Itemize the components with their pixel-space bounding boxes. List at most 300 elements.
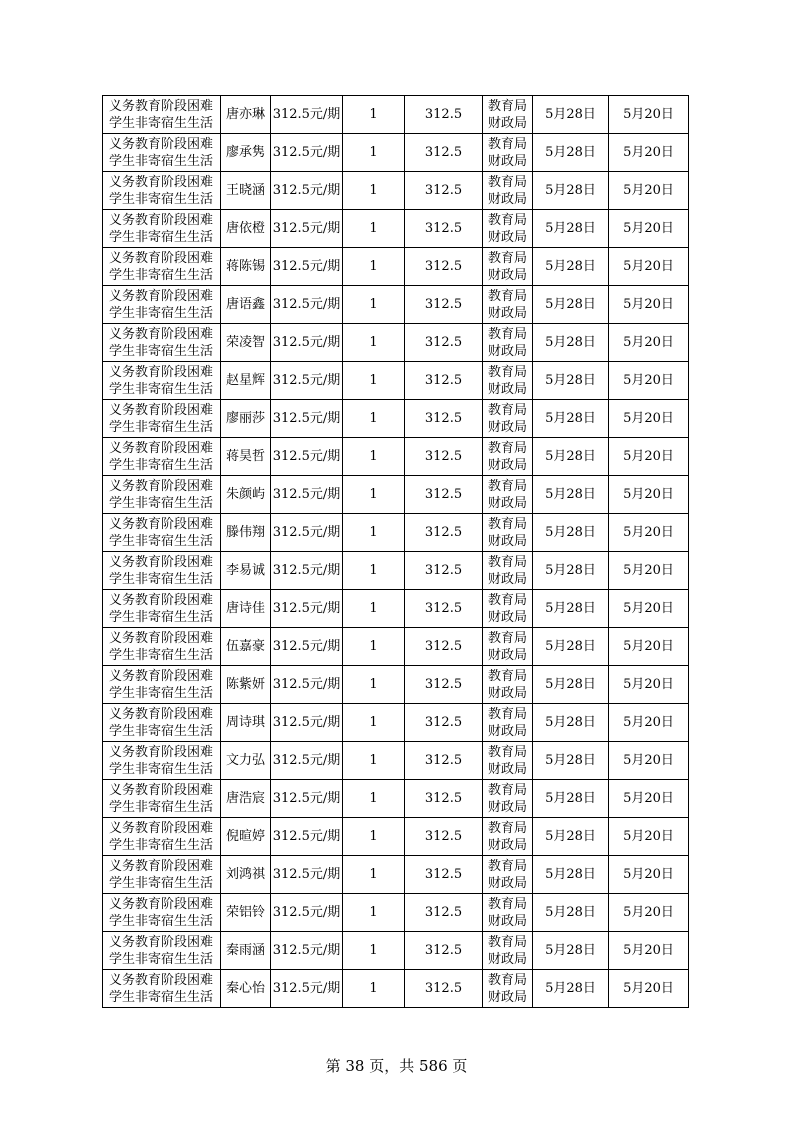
count-cell: 1 bbox=[343, 134, 405, 172]
department-line-1: 教育局 bbox=[487, 592, 527, 608]
date-cell-1: 5月28日 bbox=[533, 780, 609, 818]
project-line-2: 学生非寄宿生生活 bbox=[109, 343, 214, 359]
department-line-1: 教育局 bbox=[487, 98, 527, 114]
student-name-cell: 赵星辉 bbox=[221, 362, 271, 400]
table-row bbox=[103, 172, 689, 210]
project-line-2: 学生非寄宿生生活 bbox=[109, 723, 214, 739]
count-cell: 1 bbox=[343, 438, 405, 476]
count-cell: 1 bbox=[343, 894, 405, 932]
project-line-1: 义务教育阶段困难 bbox=[109, 896, 214, 912]
project-line-1: 义务教育阶段困难 bbox=[109, 288, 214, 304]
department-line-1: 教育局 bbox=[487, 744, 527, 760]
amount-cell: 312.5 bbox=[405, 134, 483, 172]
department-cell bbox=[483, 362, 533, 400]
project-line-1: 义务教育阶段困难 bbox=[109, 744, 214, 760]
table-row bbox=[103, 248, 689, 286]
department-line-2: 财政局 bbox=[487, 305, 527, 321]
project-line-2: 学生非寄宿生生活 bbox=[109, 951, 214, 967]
department-line-2: 财政局 bbox=[487, 913, 527, 929]
department-cell bbox=[483, 666, 533, 704]
project-line-1: 义务教育阶段困难 bbox=[109, 630, 214, 646]
department-line-2: 财政局 bbox=[487, 229, 527, 245]
date-cell-2: 5月20日 bbox=[609, 514, 689, 552]
date-cell-1: 5月28日 bbox=[533, 324, 609, 362]
project-line-1: 义务教育阶段困难 bbox=[109, 440, 214, 456]
date-cell-2: 5月20日 bbox=[609, 476, 689, 514]
date-cell-1: 5月28日 bbox=[533, 210, 609, 248]
department-cell bbox=[483, 514, 533, 552]
standard-cell: 312.5元/期 bbox=[271, 552, 343, 590]
date-cell-1: 5月28日 bbox=[533, 514, 609, 552]
department-cell bbox=[483, 248, 533, 286]
project-line-1: 义务教育阶段困难 bbox=[109, 972, 214, 988]
department-cell bbox=[483, 400, 533, 438]
student-name-cell: 伍嘉豪 bbox=[221, 628, 271, 666]
project-line-1: 义务教育阶段困难 bbox=[109, 326, 214, 342]
project-line-1: 义务教育阶段困难 bbox=[109, 174, 214, 190]
count-cell: 1 bbox=[343, 932, 405, 970]
standard-cell: 312.5元/期 bbox=[271, 970, 343, 1008]
date-cell-2: 5月20日 bbox=[609, 894, 689, 932]
project-cell bbox=[103, 400, 221, 438]
standard-cell: 312.5元/期 bbox=[271, 96, 343, 134]
table-row bbox=[103, 970, 689, 1008]
department-cell bbox=[483, 590, 533, 628]
project-line-2: 学生非寄宿生生活 bbox=[109, 799, 214, 815]
department-cell bbox=[483, 96, 533, 134]
count-cell: 1 bbox=[343, 970, 405, 1008]
student-name-cell: 秦心怡 bbox=[221, 970, 271, 1008]
date-cell-2: 5月20日 bbox=[609, 818, 689, 856]
amount-cell: 312.5 bbox=[405, 628, 483, 666]
date-cell-2: 5月20日 bbox=[609, 362, 689, 400]
student-name-cell: 唐亦琳 bbox=[221, 96, 271, 134]
project-line-1: 义务教育阶段困难 bbox=[109, 554, 214, 570]
count-cell: 1 bbox=[343, 856, 405, 894]
department-line-1: 教育局 bbox=[487, 896, 527, 912]
date-cell-2: 5月20日 bbox=[609, 590, 689, 628]
department-cell bbox=[483, 704, 533, 742]
project-line-2: 学生非寄宿生生活 bbox=[109, 609, 214, 625]
date-cell-1: 5月28日 bbox=[533, 362, 609, 400]
standard-cell: 312.5元/期 bbox=[271, 362, 343, 400]
table-row bbox=[103, 590, 689, 628]
date-cell-2: 5月20日 bbox=[609, 210, 689, 248]
department-line-1: 教育局 bbox=[487, 326, 527, 342]
date-cell-2: 5月20日 bbox=[609, 932, 689, 970]
project-line-1: 义务教育阶段困难 bbox=[109, 592, 214, 608]
amount-cell: 312.5 bbox=[405, 552, 483, 590]
student-name-cell: 陈紫妍 bbox=[221, 666, 271, 704]
date-cell-2: 5月20日 bbox=[609, 666, 689, 704]
date-cell-1: 5月28日 bbox=[533, 894, 609, 932]
standard-cell: 312.5元/期 bbox=[271, 172, 343, 210]
department-cell bbox=[483, 134, 533, 172]
table-row bbox=[103, 476, 689, 514]
project-cell bbox=[103, 286, 221, 324]
amount-cell: 312.5 bbox=[405, 932, 483, 970]
department-line-2: 财政局 bbox=[487, 837, 527, 853]
project-line-1: 义务教育阶段困难 bbox=[109, 516, 214, 532]
department-line-2: 财政局 bbox=[487, 609, 527, 625]
department-line-2: 财政局 bbox=[487, 761, 527, 777]
amount-cell: 312.5 bbox=[405, 400, 483, 438]
department-cell bbox=[483, 894, 533, 932]
department-cell bbox=[483, 286, 533, 324]
table-row bbox=[103, 362, 689, 400]
project-line-2: 学生非寄宿生生活 bbox=[109, 647, 214, 663]
standard-cell: 312.5元/期 bbox=[271, 666, 343, 704]
project-line-1: 义务教育阶段困难 bbox=[109, 402, 214, 418]
project-cell bbox=[103, 856, 221, 894]
amount-cell: 312.5 bbox=[405, 476, 483, 514]
standard-cell: 312.5元/期 bbox=[271, 210, 343, 248]
table-row bbox=[103, 96, 689, 134]
project-line-1: 义务教育阶段困难 bbox=[109, 250, 214, 266]
date-cell-1: 5月28日 bbox=[533, 590, 609, 628]
department-cell bbox=[483, 856, 533, 894]
department-line-2: 财政局 bbox=[487, 723, 527, 739]
standard-cell: 312.5元/期 bbox=[271, 590, 343, 628]
project-line-2: 学生非寄宿生生活 bbox=[109, 267, 214, 283]
project-line-2: 学生非寄宿生生活 bbox=[109, 305, 214, 321]
project-line-2: 学生非寄宿生生活 bbox=[109, 191, 214, 207]
count-cell: 1 bbox=[343, 210, 405, 248]
count-cell: 1 bbox=[343, 286, 405, 324]
project-line-2: 学生非寄宿生生活 bbox=[109, 153, 214, 169]
department-line-1: 教育局 bbox=[487, 858, 527, 874]
table-row bbox=[103, 894, 689, 932]
table-row bbox=[103, 324, 689, 362]
department-line-1: 教育局 bbox=[487, 516, 527, 532]
count-cell: 1 bbox=[343, 324, 405, 362]
count-cell: 1 bbox=[343, 818, 405, 856]
department-cell bbox=[483, 932, 533, 970]
table-row bbox=[103, 438, 689, 476]
standard-cell: 312.5元/期 bbox=[271, 400, 343, 438]
table-row bbox=[103, 134, 689, 172]
amount-cell: 312.5 bbox=[405, 248, 483, 286]
date-cell-1: 5月28日 bbox=[533, 628, 609, 666]
amount-cell: 312.5 bbox=[405, 666, 483, 704]
project-line-1: 义务教育阶段困难 bbox=[109, 668, 214, 684]
department-line-1: 教育局 bbox=[487, 706, 527, 722]
department-cell bbox=[483, 210, 533, 248]
count-cell: 1 bbox=[343, 590, 405, 628]
department-line-1: 教育局 bbox=[487, 782, 527, 798]
department-line-1: 教育局 bbox=[487, 820, 527, 836]
date-cell-2: 5月20日 bbox=[609, 552, 689, 590]
project-line-2: 学生非寄宿生生活 bbox=[109, 837, 214, 853]
project-cell bbox=[103, 324, 221, 362]
date-cell-2: 5月20日 bbox=[609, 96, 689, 134]
standard-cell: 312.5元/期 bbox=[271, 438, 343, 476]
department-line-2: 财政局 bbox=[487, 381, 527, 397]
project-cell bbox=[103, 362, 221, 400]
date-cell-1: 5月28日 bbox=[533, 438, 609, 476]
table-row bbox=[103, 932, 689, 970]
department-line-2: 财政局 bbox=[487, 495, 527, 511]
department-line-2: 财政局 bbox=[487, 989, 527, 1005]
amount-cell: 312.5 bbox=[405, 590, 483, 628]
date-cell-1: 5月28日 bbox=[533, 818, 609, 856]
department-line-2: 财政局 bbox=[487, 457, 527, 473]
amount-cell: 312.5 bbox=[405, 324, 483, 362]
standard-cell: 312.5元/期 bbox=[271, 248, 343, 286]
student-name-cell: 秦雨涵 bbox=[221, 932, 271, 970]
department-line-1: 教育局 bbox=[487, 630, 527, 646]
standard-cell: 312.5元/期 bbox=[271, 514, 343, 552]
department-line-1: 教育局 bbox=[487, 136, 527, 152]
amount-cell: 312.5 bbox=[405, 894, 483, 932]
department-line-2: 财政局 bbox=[487, 647, 527, 663]
student-name-cell: 荣凌智 bbox=[221, 324, 271, 362]
date-cell-1: 5月28日 bbox=[533, 552, 609, 590]
student-name-cell: 唐依橙 bbox=[221, 210, 271, 248]
project-cell bbox=[103, 780, 221, 818]
department-cell bbox=[483, 970, 533, 1008]
department-line-2: 财政局 bbox=[487, 115, 527, 131]
date-cell-1: 5月28日 bbox=[533, 970, 609, 1008]
student-name-cell: 蒋昊哲 bbox=[221, 438, 271, 476]
table-row bbox=[103, 210, 689, 248]
student-name-cell: 唐浩宸 bbox=[221, 780, 271, 818]
project-line-1: 义务教育阶段困难 bbox=[109, 478, 214, 494]
project-line-1: 义务教育阶段困难 bbox=[109, 98, 214, 114]
student-name-cell: 周诗琪 bbox=[221, 704, 271, 742]
project-cell bbox=[103, 438, 221, 476]
student-name-cell: 王晓涵 bbox=[221, 172, 271, 210]
department-line-1: 教育局 bbox=[487, 478, 527, 494]
amount-cell: 312.5 bbox=[405, 96, 483, 134]
amount-cell: 312.5 bbox=[405, 780, 483, 818]
project-cell bbox=[103, 818, 221, 856]
standard-cell: 312.5元/期 bbox=[271, 818, 343, 856]
standard-cell: 312.5元/期 bbox=[271, 134, 343, 172]
amount-cell: 312.5 bbox=[405, 362, 483, 400]
table-row bbox=[103, 286, 689, 324]
student-name-cell: 李易诚 bbox=[221, 552, 271, 590]
project-line-2: 学生非寄宿生生活 bbox=[109, 419, 214, 435]
date-cell-1: 5月28日 bbox=[533, 172, 609, 210]
date-cell-1: 5月28日 bbox=[533, 134, 609, 172]
project-line-2: 学生非寄宿生生活 bbox=[109, 457, 214, 473]
date-cell-2: 5月20日 bbox=[609, 742, 689, 780]
date-cell-2: 5月20日 bbox=[609, 400, 689, 438]
table-row bbox=[103, 400, 689, 438]
date-cell-2: 5月20日 bbox=[609, 172, 689, 210]
amount-cell: 312.5 bbox=[405, 818, 483, 856]
project-line-2: 学生非寄宿生生活 bbox=[109, 913, 214, 929]
student-name-cell: 荣铝铃 bbox=[221, 894, 271, 932]
student-name-cell: 倪暄婷 bbox=[221, 818, 271, 856]
date-cell-2: 5月20日 bbox=[609, 248, 689, 286]
project-cell bbox=[103, 666, 221, 704]
student-name-cell: 唐诗佳 bbox=[221, 590, 271, 628]
student-name-cell: 刘鸿祺 bbox=[221, 856, 271, 894]
standard-cell: 312.5元/期 bbox=[271, 704, 343, 742]
amount-cell: 312.5 bbox=[405, 514, 483, 552]
table-row bbox=[103, 628, 689, 666]
department-cell bbox=[483, 476, 533, 514]
project-line-1: 义务教育阶段困难 bbox=[109, 820, 214, 836]
project-line-1: 义务教育阶段困难 bbox=[109, 212, 214, 228]
department-line-2: 财政局 bbox=[487, 153, 527, 169]
department-line-2: 财政局 bbox=[487, 267, 527, 283]
date-cell-2: 5月20日 bbox=[609, 286, 689, 324]
standard-cell: 312.5元/期 bbox=[271, 856, 343, 894]
count-cell: 1 bbox=[343, 628, 405, 666]
count-cell: 1 bbox=[343, 552, 405, 590]
table-row bbox=[103, 666, 689, 704]
date-cell-2: 5月20日 bbox=[609, 856, 689, 894]
standard-cell: 312.5元/期 bbox=[271, 628, 343, 666]
date-cell-1: 5月28日 bbox=[533, 248, 609, 286]
department-cell bbox=[483, 172, 533, 210]
count-cell: 1 bbox=[343, 362, 405, 400]
department-line-1: 教育局 bbox=[487, 402, 527, 418]
count-cell: 1 bbox=[343, 514, 405, 552]
department-cell bbox=[483, 438, 533, 476]
date-cell-1: 5月28日 bbox=[533, 476, 609, 514]
date-cell-1: 5月28日 bbox=[533, 932, 609, 970]
student-name-cell: 廖承隽 bbox=[221, 134, 271, 172]
department-line-2: 财政局 bbox=[487, 685, 527, 701]
page-footer: 第 38 页，共 586 页 bbox=[325, 1057, 468, 1075]
project-cell bbox=[103, 590, 221, 628]
amount-cell: 312.5 bbox=[405, 438, 483, 476]
date-cell-2: 5月20日 bbox=[609, 324, 689, 362]
count-cell: 1 bbox=[343, 742, 405, 780]
date-cell-1: 5月28日 bbox=[533, 742, 609, 780]
department-cell bbox=[483, 324, 533, 362]
project-line-2: 学生非寄宿生生活 bbox=[109, 533, 214, 549]
department-cell bbox=[483, 628, 533, 666]
project-line-2: 学生非寄宿生生活 bbox=[109, 381, 214, 397]
count-cell: 1 bbox=[343, 780, 405, 818]
date-cell-2: 5月20日 bbox=[609, 704, 689, 742]
project-line-2: 学生非寄宿生生活 bbox=[109, 495, 214, 511]
department-cell bbox=[483, 780, 533, 818]
project-line-1: 义务教育阶段困难 bbox=[109, 782, 214, 798]
project-line-2: 学生非寄宿生生活 bbox=[109, 761, 214, 777]
count-cell: 1 bbox=[343, 96, 405, 134]
project-cell bbox=[103, 96, 221, 134]
project-line-1: 义务教育阶段困难 bbox=[109, 136, 214, 152]
date-cell-2: 5月20日 bbox=[609, 780, 689, 818]
project-cell bbox=[103, 476, 221, 514]
project-line-2: 学生非寄宿生生活 bbox=[109, 229, 214, 245]
department-line-2: 财政局 bbox=[487, 799, 527, 815]
project-line-2: 学生非寄宿生生活 bbox=[109, 115, 214, 131]
department-line-1: 教育局 bbox=[487, 972, 527, 988]
department-cell bbox=[483, 552, 533, 590]
record-table-body bbox=[103, 96, 689, 1008]
department-line-1: 教育局 bbox=[487, 212, 527, 228]
student-name-cell: 唐语鑫 bbox=[221, 286, 271, 324]
department-line-1: 教育局 bbox=[487, 250, 527, 266]
amount-cell: 312.5 bbox=[405, 210, 483, 248]
project-cell bbox=[103, 172, 221, 210]
date-cell-2: 5月20日 bbox=[609, 970, 689, 1008]
project-line-2: 学生非寄宿生生活 bbox=[109, 571, 214, 587]
department-line-1: 教育局 bbox=[487, 364, 527, 380]
department-line-2: 财政局 bbox=[487, 875, 527, 891]
project-cell bbox=[103, 210, 221, 248]
student-name-cell: 廖丽莎 bbox=[221, 400, 271, 438]
department-line-2: 财政局 bbox=[487, 951, 527, 967]
standard-cell: 312.5元/期 bbox=[271, 932, 343, 970]
project-line-1: 义务教育阶段困难 bbox=[109, 858, 214, 874]
project-cell bbox=[103, 704, 221, 742]
project-cell bbox=[103, 514, 221, 552]
date-cell-1: 5月28日 bbox=[533, 704, 609, 742]
department-cell bbox=[483, 742, 533, 780]
amount-cell: 312.5 bbox=[405, 970, 483, 1008]
standard-cell: 312.5元/期 bbox=[271, 286, 343, 324]
standard-cell: 312.5元/期 bbox=[271, 780, 343, 818]
table-row bbox=[103, 780, 689, 818]
project-cell bbox=[103, 970, 221, 1008]
standard-cell: 312.5元/期 bbox=[271, 324, 343, 362]
department-line-2: 财政局 bbox=[487, 191, 527, 207]
count-cell: 1 bbox=[343, 172, 405, 210]
project-line-2: 学生非寄宿生生活 bbox=[109, 875, 214, 891]
student-name-cell: 蒋陈锡 bbox=[221, 248, 271, 286]
project-cell bbox=[103, 552, 221, 590]
department-line-2: 财政局 bbox=[487, 571, 527, 587]
table-row bbox=[103, 818, 689, 856]
project-line-1: 义务教育阶段困难 bbox=[109, 934, 214, 950]
table-row bbox=[103, 704, 689, 742]
department-line-1: 教育局 bbox=[487, 174, 527, 190]
department-line-2: 财政局 bbox=[487, 533, 527, 549]
project-line-1: 义务教育阶段困难 bbox=[109, 364, 214, 380]
project-cell bbox=[103, 248, 221, 286]
standard-cell: 312.5元/期 bbox=[271, 742, 343, 780]
standard-cell: 312.5元/期 bbox=[271, 894, 343, 932]
project-line-2: 学生非寄宿生生活 bbox=[109, 685, 214, 701]
amount-cell: 312.5 bbox=[405, 286, 483, 324]
amount-cell: 312.5 bbox=[405, 704, 483, 742]
project-cell bbox=[103, 932, 221, 970]
project-cell bbox=[103, 894, 221, 932]
table-row bbox=[103, 514, 689, 552]
table-row bbox=[103, 742, 689, 780]
record-table bbox=[102, 95, 689, 1008]
table-row bbox=[103, 552, 689, 590]
amount-cell: 312.5 bbox=[405, 856, 483, 894]
project-cell bbox=[103, 742, 221, 780]
department-line-2: 财政局 bbox=[487, 343, 527, 359]
count-cell: 1 bbox=[343, 666, 405, 704]
department-line-1: 教育局 bbox=[487, 288, 527, 304]
table-row bbox=[103, 856, 689, 894]
date-cell-1: 5月28日 bbox=[533, 286, 609, 324]
count-cell: 1 bbox=[343, 704, 405, 742]
student-name-cell: 滕伟翔 bbox=[221, 514, 271, 552]
department-line-1: 教育局 bbox=[487, 668, 527, 684]
project-cell bbox=[103, 628, 221, 666]
count-cell: 1 bbox=[343, 248, 405, 286]
standard-cell: 312.5元/期 bbox=[271, 476, 343, 514]
department-line-1: 教育局 bbox=[487, 440, 527, 456]
date-cell-1: 5月28日 bbox=[533, 400, 609, 438]
date-cell-2: 5月20日 bbox=[609, 628, 689, 666]
count-cell: 1 bbox=[343, 476, 405, 514]
department-line-1: 教育局 bbox=[487, 554, 527, 570]
date-cell-1: 5月28日 bbox=[533, 856, 609, 894]
